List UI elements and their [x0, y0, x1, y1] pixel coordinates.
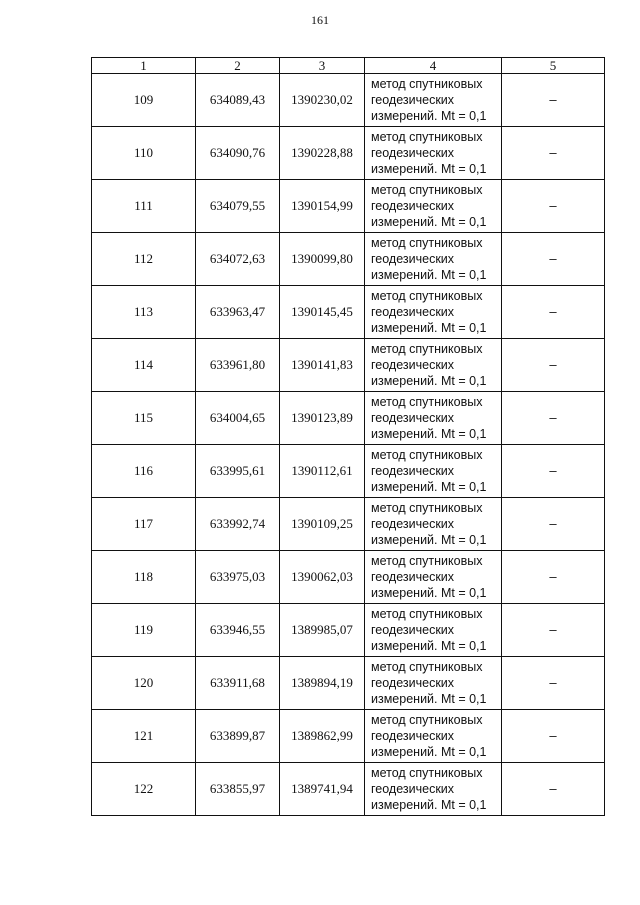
method-line: геодезических: [371, 623, 455, 637]
table-row: [92, 657, 605, 710]
coordinates-table: [91, 57, 605, 816]
method-cell: [365, 127, 502, 180]
y-coordinate-cell: 1389862,99: [280, 710, 365, 763]
method-line: геодезических: [371, 305, 455, 319]
point-number-cell: 110: [92, 127, 196, 180]
point-number-cell: 115: [92, 392, 196, 445]
table-row: [92, 710, 605, 763]
method-line: метод спутниковых: [371, 77, 483, 91]
empty-mark-cell: [502, 180, 605, 233]
method-line: измерений. Mt = 0,1: [371, 798, 487, 812]
table-row: [92, 392, 605, 445]
x-coordinate-cell: 633975,03: [196, 551, 280, 604]
y-coordinate-cell: 1390228,88: [280, 127, 365, 180]
x-coordinate-cell: 633992,74: [196, 498, 280, 551]
method-line: метод спутниковых: [371, 766, 483, 780]
empty-mark-cell: [502, 551, 605, 604]
empty-mark-cell: [502, 392, 605, 445]
y-coordinate-cell: 1389985,07: [280, 604, 365, 657]
y-coordinate-cell: 1390230,02: [280, 74, 365, 127]
x-coordinate-cell: 633855,97: [196, 763, 280, 816]
empty-mark-cell: [502, 286, 605, 339]
empty-mark: –: [549, 781, 557, 796]
empty-mark: –: [549, 622, 557, 637]
column-header: 1: [92, 58, 196, 74]
method-line: геодезических: [371, 146, 455, 160]
empty-mark: –: [549, 357, 557, 372]
method-line: измерений. Mt = 0,1: [371, 321, 487, 335]
point-number-cell: 117: [92, 498, 196, 551]
table-row: [92, 604, 605, 657]
y-coordinate-cell: 1390145,45: [280, 286, 365, 339]
point-number-cell: 119: [92, 604, 196, 657]
x-coordinate-cell: 634079,55: [196, 180, 280, 233]
point-number-cell: 109: [92, 74, 196, 127]
table-row: [92, 498, 605, 551]
table-row: [92, 74, 605, 127]
method-line: геодезических: [371, 252, 455, 266]
method-cell: [365, 286, 502, 339]
method-line: геодезических: [371, 517, 455, 531]
table-row: [92, 127, 605, 180]
column-header: 2: [196, 58, 280, 74]
column-header: 5: [502, 58, 605, 74]
method-line: метод спутниковых: [371, 501, 483, 515]
empty-mark-cell: [502, 498, 605, 551]
method-line: метод спутниковых: [371, 660, 483, 674]
y-coordinate-cell: 1390109,25: [280, 498, 365, 551]
table-row: [92, 763, 605, 816]
empty-mark: –: [549, 251, 557, 266]
empty-mark-cell: [502, 233, 605, 286]
page-number: 161: [311, 13, 329, 27]
table-row: [92, 286, 605, 339]
method-line: измерений. Mt = 0,1: [371, 162, 487, 176]
method-line: метод спутниковых: [371, 236, 483, 250]
x-coordinate-cell: 633946,55: [196, 604, 280, 657]
empty-mark: –: [549, 675, 557, 690]
method-line: измерений. Mt = 0,1: [371, 533, 487, 547]
point-number-cell: 120: [92, 657, 196, 710]
point-number-cell: 116: [92, 445, 196, 498]
y-coordinate-cell: 1390099,80: [280, 233, 365, 286]
empty-mark-cell: [502, 657, 605, 710]
method-line: метод спутниковых: [371, 342, 483, 356]
method-line: метод спутниковых: [371, 289, 483, 303]
empty-mark: –: [549, 145, 557, 160]
y-coordinate-cell: 1390112,61: [280, 445, 365, 498]
empty-mark: –: [549, 92, 557, 107]
method-line: геодезических: [371, 464, 455, 478]
method-line: метод спутниковых: [371, 554, 483, 568]
method-line: геодезических: [371, 570, 455, 584]
method-line: геодезических: [371, 358, 455, 372]
method-cell: [365, 445, 502, 498]
empty-mark: –: [549, 516, 557, 531]
method-cell: [365, 74, 502, 127]
method-cell: [365, 551, 502, 604]
method-line: метод спутниковых: [371, 130, 483, 144]
method-line: метод спутниковых: [371, 395, 483, 409]
y-coordinate-cell: 1390141,83: [280, 339, 365, 392]
x-coordinate-cell: 634089,43: [196, 74, 280, 127]
table-row: [92, 339, 605, 392]
empty-mark: –: [549, 198, 557, 213]
table-row: [92, 233, 605, 286]
empty-mark: –: [549, 410, 557, 425]
x-coordinate-cell: 634072,63: [196, 233, 280, 286]
empty-mark: –: [549, 569, 557, 584]
method-line: геодезических: [371, 729, 455, 743]
point-number-cell: 112: [92, 233, 196, 286]
column-header: 3: [280, 58, 365, 74]
method-line: геодезических: [371, 199, 455, 213]
method-cell: [365, 604, 502, 657]
method-line: метод спутниковых: [371, 448, 483, 462]
point-number-cell: 118: [92, 551, 196, 604]
y-coordinate-cell: 1390062,03: [280, 551, 365, 604]
empty-mark: –: [549, 463, 557, 478]
table-header-row: [92, 58, 605, 74]
method-line: измерений. Mt = 0,1: [371, 692, 487, 706]
method-line: измерений. Mt = 0,1: [371, 215, 487, 229]
empty-mark: –: [549, 304, 557, 319]
empty-mark-cell: [502, 74, 605, 127]
method-cell: [365, 710, 502, 763]
x-coordinate-cell: 634090,76: [196, 127, 280, 180]
method-line: геодезических: [371, 93, 455, 107]
table-row: [92, 180, 605, 233]
point-number-cell: 122: [92, 763, 196, 816]
method-line: измерений. Mt = 0,1: [371, 427, 487, 441]
x-coordinate-cell: 634004,65: [196, 392, 280, 445]
empty-mark-cell: [502, 445, 605, 498]
x-coordinate-cell: 633963,47: [196, 286, 280, 339]
method-line: геодезических: [371, 782, 455, 796]
method-line: измерений. Mt = 0,1: [371, 109, 487, 123]
x-coordinate-cell: 633911,68: [196, 657, 280, 710]
method-line: геодезических: [371, 411, 455, 425]
method-cell: [365, 339, 502, 392]
method-line: метод спутниковых: [371, 607, 483, 621]
column-header: 4: [365, 58, 502, 74]
method-cell: [365, 233, 502, 286]
y-coordinate-cell: 1390154,99: [280, 180, 365, 233]
empty-mark-cell: [502, 127, 605, 180]
x-coordinate-cell: 633961,80: [196, 339, 280, 392]
method-line: измерений. Mt = 0,1: [371, 586, 487, 600]
y-coordinate-cell: 1389741,94: [280, 763, 365, 816]
method-cell: [365, 180, 502, 233]
method-line: геодезических: [371, 676, 455, 690]
table-row: [92, 551, 605, 604]
point-number-cell: 121: [92, 710, 196, 763]
method-line: метод спутниковых: [371, 713, 483, 727]
empty-mark-cell: [502, 604, 605, 657]
empty-mark-cell: [502, 710, 605, 763]
point-number-cell: 113: [92, 286, 196, 339]
table-row: [92, 445, 605, 498]
method-cell: [365, 392, 502, 445]
method-cell: [365, 498, 502, 551]
method-line: измерений. Mt = 0,1: [371, 374, 487, 388]
point-number-cell: 114: [92, 339, 196, 392]
method-line: измерений. Mt = 0,1: [371, 745, 487, 759]
y-coordinate-cell: 1389894,19: [280, 657, 365, 710]
y-coordinate-cell: 1390123,89: [280, 392, 365, 445]
method-line: измерений. Mt = 0,1: [371, 268, 487, 282]
method-line: измерений. Mt = 0,1: [371, 480, 487, 494]
method-cell: [365, 657, 502, 710]
x-coordinate-cell: 633899,87: [196, 710, 280, 763]
empty-mark-cell: [502, 763, 605, 816]
empty-mark-cell: [502, 339, 605, 392]
method-cell: [365, 763, 502, 816]
method-line: измерений. Mt = 0,1: [371, 639, 487, 653]
empty-mark: –: [549, 728, 557, 743]
point-number-cell: 111: [92, 180, 196, 233]
x-coordinate-cell: 633995,61: [196, 445, 280, 498]
method-line: метод спутниковых: [371, 183, 483, 197]
